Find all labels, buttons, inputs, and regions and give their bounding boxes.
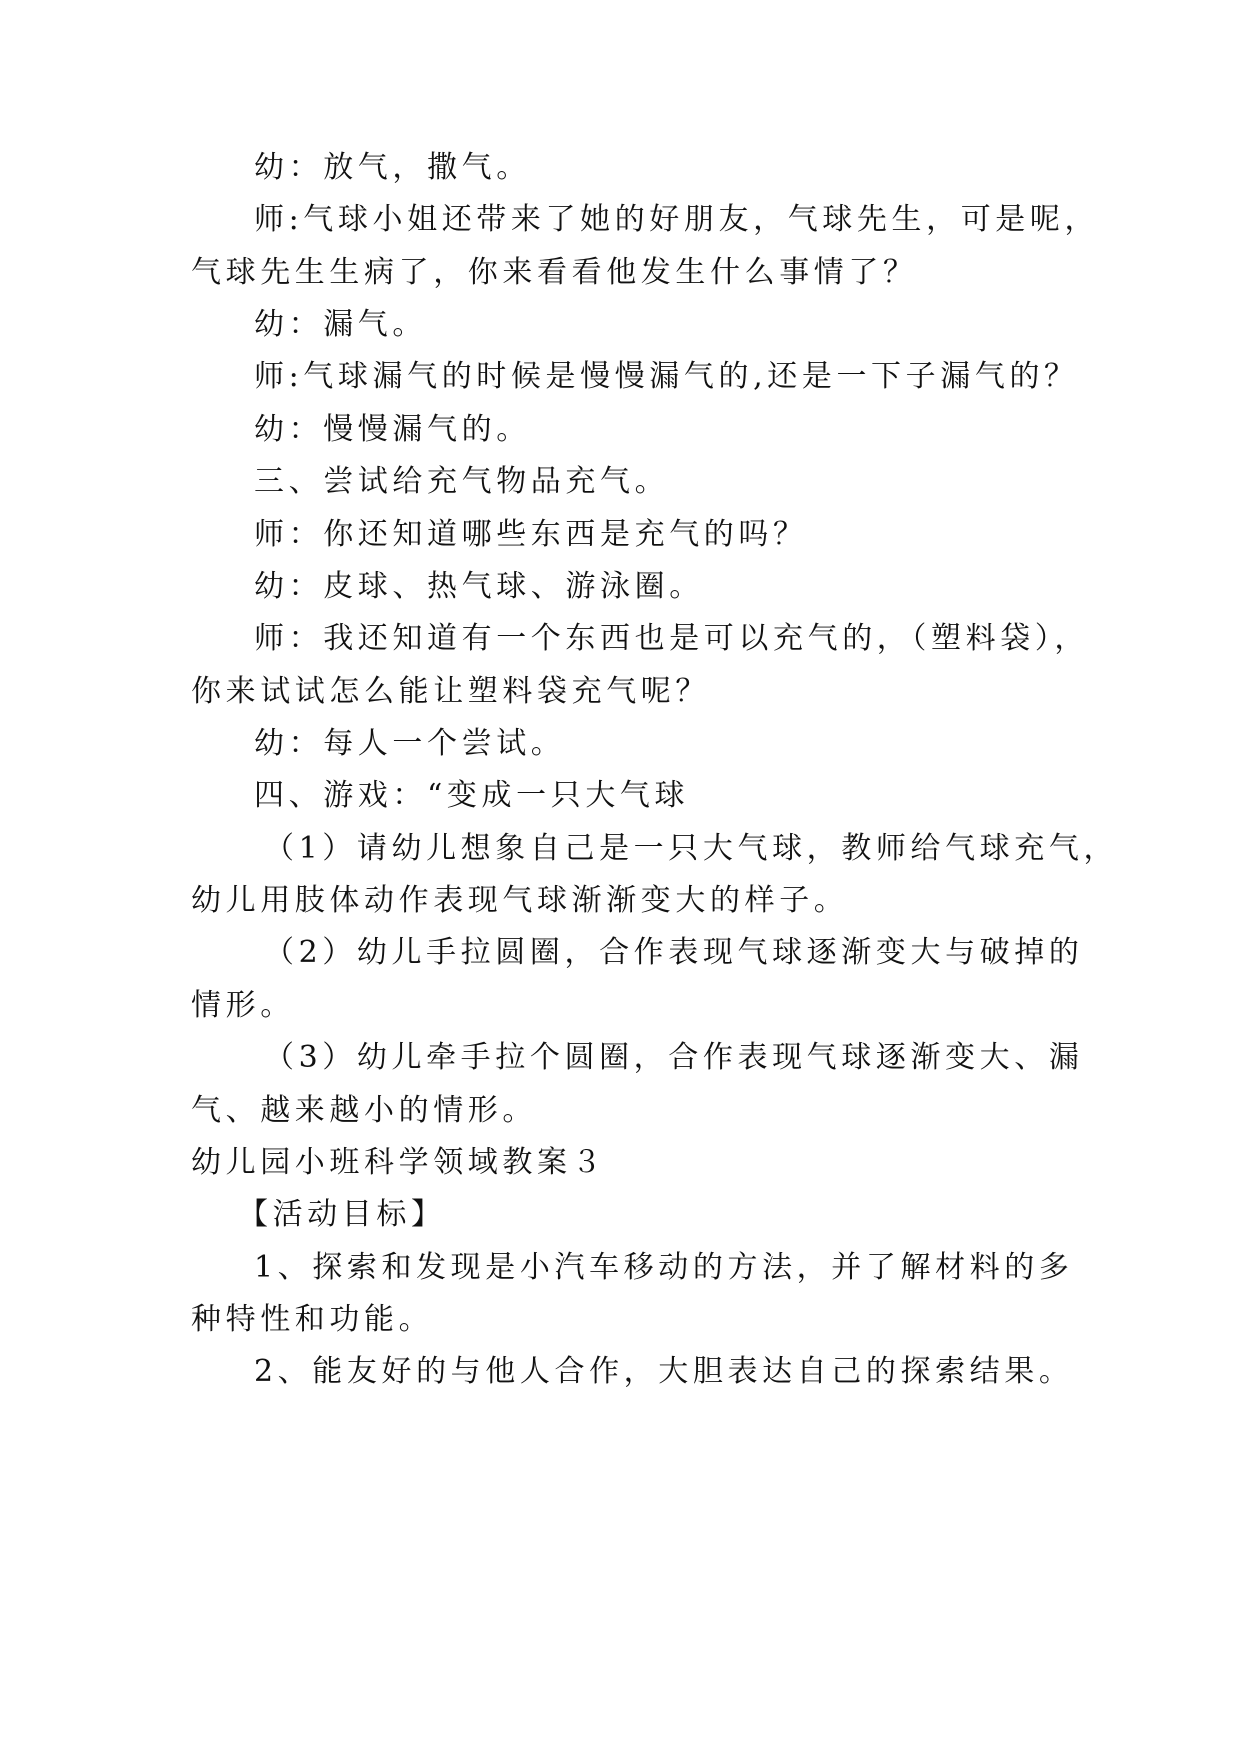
text-line: 1、探索和发现是小汽车移动的方法，并了解材料的多 [254, 1250, 1074, 1285]
text-line: 幼儿用肢体动作表现气球渐渐变大的样子。 [191, 883, 849, 918]
text-line: 幼：慢慢漏气的。 [254, 412, 531, 447]
text-line: 情形。 [191, 988, 295, 1023]
text-line: 2、能友好的与他人合作，大胆表达自己的探索结果。 [254, 1354, 1074, 1389]
text-line: （3）幼儿牵手拉个圆圈，合作表现气球逐渐变大、漏 [264, 1040, 1084, 1075]
text-line: 气、越来越小的情形。 [191, 1093, 537, 1128]
text-line: 你来试试怎么能让塑料袋充气呢？ [191, 674, 710, 709]
text-line: 幼：放气，撒气。 [254, 150, 531, 185]
text-line: 师：你还知道哪些东西是充气的吗？ [254, 517, 808, 552]
text-line: 幼：漏气。 [254, 307, 427, 342]
section-heading: 【活动目标】 [238, 1197, 446, 1232]
text-line: 幼：每人一个尝试。 [254, 726, 566, 761]
text-line: 师：我还知道有一个东西也是可以充气的，（塑料袋）， [254, 621, 1089, 656]
document-title: 幼儿园小班科学领域教案３ [191, 1145, 607, 1180]
text-line: 种特性和功能。 [191, 1302, 434, 1337]
section-heading: 三、尝试给充气物品充气。 [254, 464, 670, 499]
text-line: 幼：皮球、热气球、游泳圈。 [254, 569, 704, 604]
text-line: 师:气球漏气的时候是慢慢漏气的,还是一下子漏气的？ [254, 359, 1079, 394]
text-line: （1）请幼儿想象自己是一只大气球，教师给气球充气， [264, 831, 1119, 866]
section-heading: 四、游戏：“变成一只大气球 [254, 778, 690, 813]
text-line: （2）幼儿手拉圆圈，合作表现气球逐渐变大与破掉的 [264, 935, 1084, 970]
text-line: 气球先生生病了，你来看看他发生什么事情了？ [191, 255, 918, 290]
text-line: 师:气球小姐还带来了她的好朋友，气球先生，可是呢， [254, 202, 1100, 237]
